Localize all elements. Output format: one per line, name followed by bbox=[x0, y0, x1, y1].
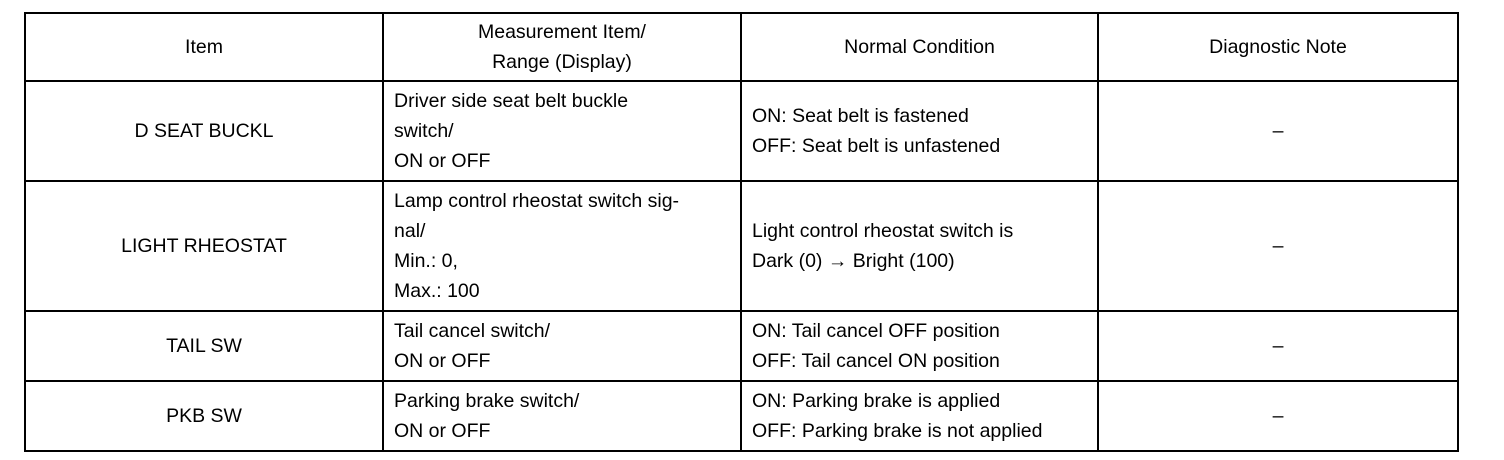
item-cell: D SEAT BUCKL bbox=[25, 81, 383, 181]
note-cell: – bbox=[1098, 311, 1458, 381]
condition-line: ON: Tail cancel OFF position bbox=[752, 320, 1000, 342]
table-row bbox=[25, 181, 1458, 311]
note-cell: – bbox=[1098, 81, 1458, 181]
measurement-line: Parking brake switch/ bbox=[394, 390, 580, 412]
note-cell: – bbox=[1098, 381, 1458, 451]
header-item: Item bbox=[25, 13, 383, 81]
measurement-cell bbox=[383, 81, 741, 181]
condition-cell bbox=[741, 181, 1098, 311]
note-cell: – bbox=[1098, 181, 1458, 311]
measurement-line: Min.: 0, bbox=[394, 250, 458, 272]
measurement-line: Lamp control rheostat switch sig- bbox=[394, 190, 680, 212]
header-measurement-line: Range (Display) bbox=[492, 51, 632, 73]
measurement-line: ON or OFF bbox=[394, 420, 491, 442]
condition-line: ON: Seat belt is fastened bbox=[752, 105, 969, 127]
condition-cell bbox=[741, 381, 1098, 451]
condition-line: Light control rheostat switch is bbox=[752, 220, 1014, 242]
measurement-line: ON or OFF bbox=[394, 350, 491, 372]
condition-line: Dark (0) → Bright (100) bbox=[752, 250, 955, 272]
measurement-line: switch/ bbox=[394, 120, 454, 142]
measurement-line: Max.: 100 bbox=[394, 280, 480, 302]
measurement-line: ON or OFF bbox=[394, 150, 491, 172]
table-row bbox=[25, 311, 1458, 381]
condition-line: OFF: Parking brake is not applied bbox=[752, 420, 1043, 442]
header-condition: Normal Condition bbox=[741, 13, 1098, 81]
header-note: Diagnostic Note bbox=[1098, 13, 1458, 81]
measurement-cell bbox=[383, 181, 741, 311]
item-cell: PKB SW bbox=[25, 381, 383, 451]
condition-cell bbox=[741, 311, 1098, 381]
table-row bbox=[25, 381, 1458, 451]
measurement-line: Driver side seat belt buckle bbox=[394, 90, 629, 112]
item-cell: TAIL SW bbox=[25, 311, 383, 381]
header-measurement-line: Measurement Item/ bbox=[478, 21, 646, 43]
header-measurement bbox=[383, 13, 741, 81]
measurement-cell bbox=[383, 381, 741, 451]
measurement-line: nal/ bbox=[394, 220, 426, 242]
condition-line: ON: Parking brake is applied bbox=[752, 390, 1001, 412]
condition-cell bbox=[741, 81, 1098, 181]
measurement-line: Tail cancel switch/ bbox=[394, 320, 551, 342]
condition-line: OFF: Seat belt is unfastened bbox=[752, 135, 1001, 157]
table-row bbox=[25, 81, 1458, 181]
condition-line: OFF: Tail cancel ON position bbox=[752, 350, 1000, 372]
measurement-cell bbox=[383, 311, 741, 381]
header-row bbox=[25, 13, 1458, 81]
item-cell: LIGHT RHEOSTAT bbox=[25, 181, 383, 311]
data-list-table bbox=[24, 12, 1459, 452]
